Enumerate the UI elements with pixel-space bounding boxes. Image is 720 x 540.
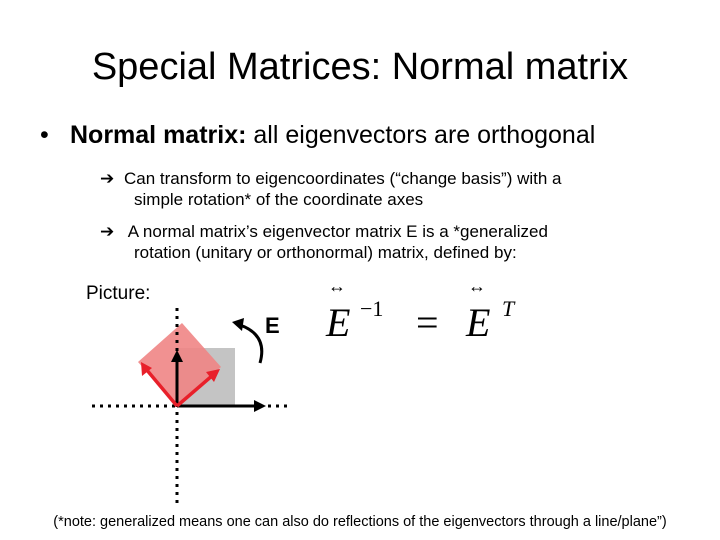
formula-rhs-matrix: E [466, 300, 491, 345]
main-bullet [40, 118, 710, 152]
footnote: (*note: generalized means one can also do reflections of the eigenvectors through a line/plane”) [53, 514, 667, 530]
rotation-arrow-icon [240, 325, 262, 363]
formula-equals: = [416, 300, 439, 345]
bullet-dot-icon: • [40, 121, 49, 149]
formula-lhs-matrix: E [326, 300, 351, 345]
double-arrow-icon: ↔ [468, 278, 486, 296]
bullet-bold-term: Normal matrix: [70, 121, 247, 149]
formula-rhs-exponent: T [502, 296, 515, 321]
right-arrow-icon: ➔ [100, 169, 115, 188]
formula-lhs-exponent: −1 [360, 296, 384, 321]
picture-label: Picture: [86, 283, 151, 304]
rotation-matrix-label: E [265, 313, 280, 338]
double-arrow-icon: ↔ [328, 278, 346, 296]
formula-inverse-equals-transpose [318, 278, 538, 348]
sub-point-2-line-2: rotation (unitary or orthonormal) matrix, defined by: [134, 243, 517, 262]
arrowhead-icon [232, 318, 244, 331]
bullet-text: all eigenvectors are orthogonal [246, 121, 596, 149]
sub-point-1-line-2: simple rotation* of the coordinate axes [134, 190, 424, 209]
right-arrow-icon: ➔ [100, 222, 115, 241]
sub-point-change-basis [100, 168, 680, 210]
slide-title: Special Matrices: Normal matrix [91, 46, 629, 88]
arrowhead-icon [254, 400, 266, 412]
sub-point-2-line-1: A normal matrix’s eigenvector matrix E is a *generalized [124, 222, 548, 241]
sub-point-eigenvector-matrix [100, 221, 680, 263]
sub-point-1-line-1: Can transform to eigencoordinates (“change basis”) with a [124, 169, 562, 188]
